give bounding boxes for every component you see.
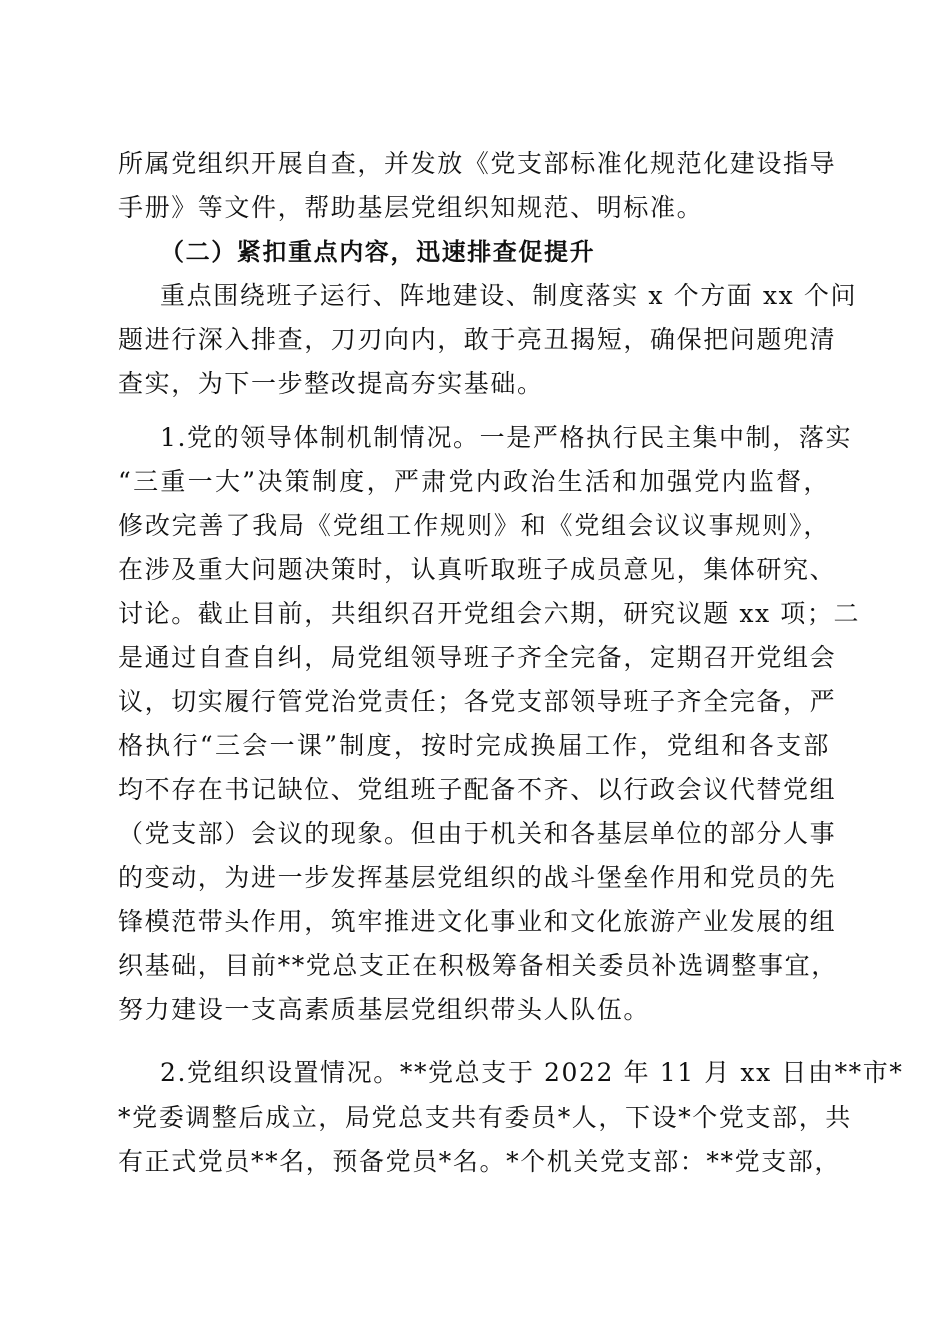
text-line: 是通过自查自纠，局党组领导班子齐全完备，定期召开党组会: [118, 643, 837, 672]
text-line: 所属党组织开展自查，并发放《党支部标准化规范化建设指导: [118, 149, 837, 178]
text-line: 织基础，目前**党总支正在积极筹备相关委员补选调整事宜，: [118, 951, 838, 980]
text-line: 在涉及重大问题决策时，认真听取班子成员意见，集体研究、: [118, 555, 837, 584]
text-line: 题进行深入排查，刀刃向内，敢于亮丑揭短，确保把问题兜清: [118, 325, 837, 354]
text-line: （党支部）会议的现象。但由于机关和各基层单位的部分人事: [118, 819, 837, 848]
text-line: *党委调整后成立，局党总支共有委员*人，下设*个党支部，共: [118, 1103, 852, 1132]
text-line: 议，切实履行管党治党责任；各党支部领导班子齐全完备，严: [118, 687, 837, 716]
text-line: 努力建设一支高素质基层党组织带头人队伍。: [118, 995, 651, 1024]
text-line: 重点围绕班子运行、阵地建设、制度落实 x 个方面 xx 个问: [160, 281, 858, 310]
text-line: 手册》等文件，帮助基层党组织知规范、明标准。: [118, 193, 704, 222]
text-line: 有正式党员**名，预备党员*名。*个机关党支部：**党支部，: [118, 1147, 842, 1176]
text-line: 均不存在书记缺位、党组班子配备不齐、以行政会议代替党组: [118, 775, 837, 804]
text-line: “三重一大”决策制度，严肃党内政治生活和加强党内监督，: [118, 467, 830, 496]
text-line: 的变动，为进一步发挥基层党组织的战斗堡垒作用和党员的先: [118, 863, 837, 892]
text-line: 查实，为下一步整改提高夯实基础。: [118, 369, 544, 398]
text-line: 2.党组织设置情况。**党总支于 2022 年 11 月 xx 日由**市*: [160, 1058, 904, 1087]
text-line: 1.党的领导体制机制情况。一是严格执行民主集中制，落实: [160, 423, 853, 452]
text-line: 锋模范带头作用，筑牢推进文化事业和文化旅游产业发展的组: [118, 907, 837, 936]
text-line: 讨论。截止目前，共组织召开党组会六期，研究议题 xx 项；二: [118, 599, 861, 628]
section-heading: （二）紧扣重点内容，迅速排查促提升: [160, 238, 596, 266]
text-line: 修改完善了我局《党组工作规则》和《党组会议议事规则》，: [118, 511, 830, 540]
text-line: 格执行“三会一课”制度，按时完成换届工作，党组和各支部: [118, 731, 830, 760]
